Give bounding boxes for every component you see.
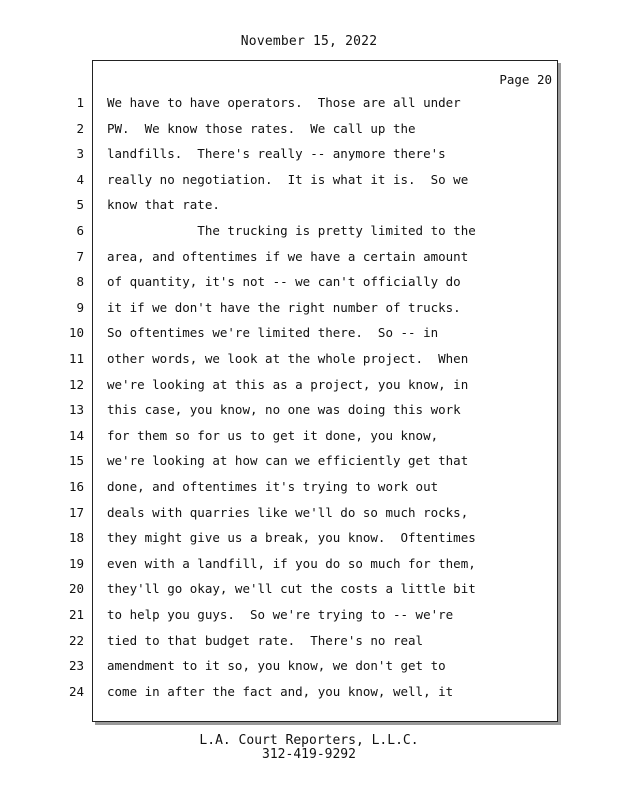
line-number: 17	[68, 504, 84, 520]
transcript-line: really no negotiation. It is what it is. So we	[107, 171, 469, 187]
line-number: 24	[68, 683, 84, 699]
footer-company-name: L.A. Court Reporters, L.L.C.	[199, 733, 419, 748]
line-number: 3	[76, 146, 84, 162]
line-number: 18	[68, 530, 84, 546]
page-number: Page 20	[499, 72, 552, 87]
transcript-line: of quantity, it's not -- we can't officially do	[107, 274, 461, 290]
line-number: 10	[68, 325, 84, 341]
transcript-line: for them so for us to get it done, you know,	[107, 427, 439, 443]
line-number: 5	[76, 197, 84, 213]
line-number: 8	[76, 274, 84, 290]
line-number: 22	[68, 632, 84, 648]
line-number: 23	[68, 658, 84, 674]
line-number: 4	[76, 171, 84, 187]
line-number: 16	[68, 479, 84, 494]
line-number: 9	[76, 299, 84, 315]
transcript-line: We have to have operators. Those are all under	[107, 95, 461, 110]
line-number: 15	[68, 453, 84, 469]
transcript-line: we're looking at this as a project, you know, in	[107, 376, 469, 392]
line-number: 14	[68, 427, 84, 443]
transcript-line: tied to that budget rate. There's no real	[107, 632, 424, 648]
transcript-line: area, and oftentimes if we have a certain amount	[107, 248, 469, 264]
header-date: November 15, 2022	[240, 34, 378, 49]
transcript-line: this case, you know, no one was doing this work	[107, 402, 461, 418]
transcript-line: we're looking at how can we efficiently get that	[107, 453, 469, 469]
transcript-line: to help you guys. So we're trying to -- we're	[107, 607, 454, 622]
transcript-line: know that rate.	[107, 197, 220, 213]
transcript-line: they'll go okay, we'll cut the costs a little bit	[107, 581, 476, 597]
footer-phone-number: 312-419-9292	[262, 747, 356, 762]
transcript-line: PW. We know those rates. We call up the	[107, 120, 416, 136]
line-number: 11	[68, 351, 84, 366]
line-number: 2	[76, 120, 84, 136]
transcript-line: deals with quarries like we'll do so much rocks,	[107, 504, 469, 520]
transcript-line: landfills. There's really -- anymore there's	[107, 146, 446, 162]
line-number: 7	[76, 248, 84, 264]
line-number: 12	[68, 376, 84, 392]
transcript-line: amendment to it so, you know, we don't get to	[107, 658, 446, 674]
transcript-line: come in after the fact and, you know, well, it	[107, 683, 454, 699]
line-number: 20	[68, 581, 84, 597]
transcript-line: it if we don't have the right number of trucks.	[107, 299, 461, 315]
transcript-line: other words, we look at the whole project. When	[107, 351, 469, 366]
transcript-line: done, and oftentimes it's trying to work out	[107, 479, 439, 494]
line-number: 13	[68, 402, 84, 418]
transcript-line: even with a landfill, if you do so much for them,	[107, 555, 476, 571]
line-number: 6	[76, 223, 84, 238]
line-number: 21	[68, 607, 84, 622]
transcript-line: So oftentimes we're limited there. So -- in	[107, 325, 439, 341]
line-number: 19	[68, 555, 84, 571]
transcript-line: The trucking is pretty limited to the	[107, 223, 476, 238]
line-number: 1	[76, 95, 84, 110]
transcript-line: they might give us a break, you know. Oftentimes	[107, 530, 476, 546]
